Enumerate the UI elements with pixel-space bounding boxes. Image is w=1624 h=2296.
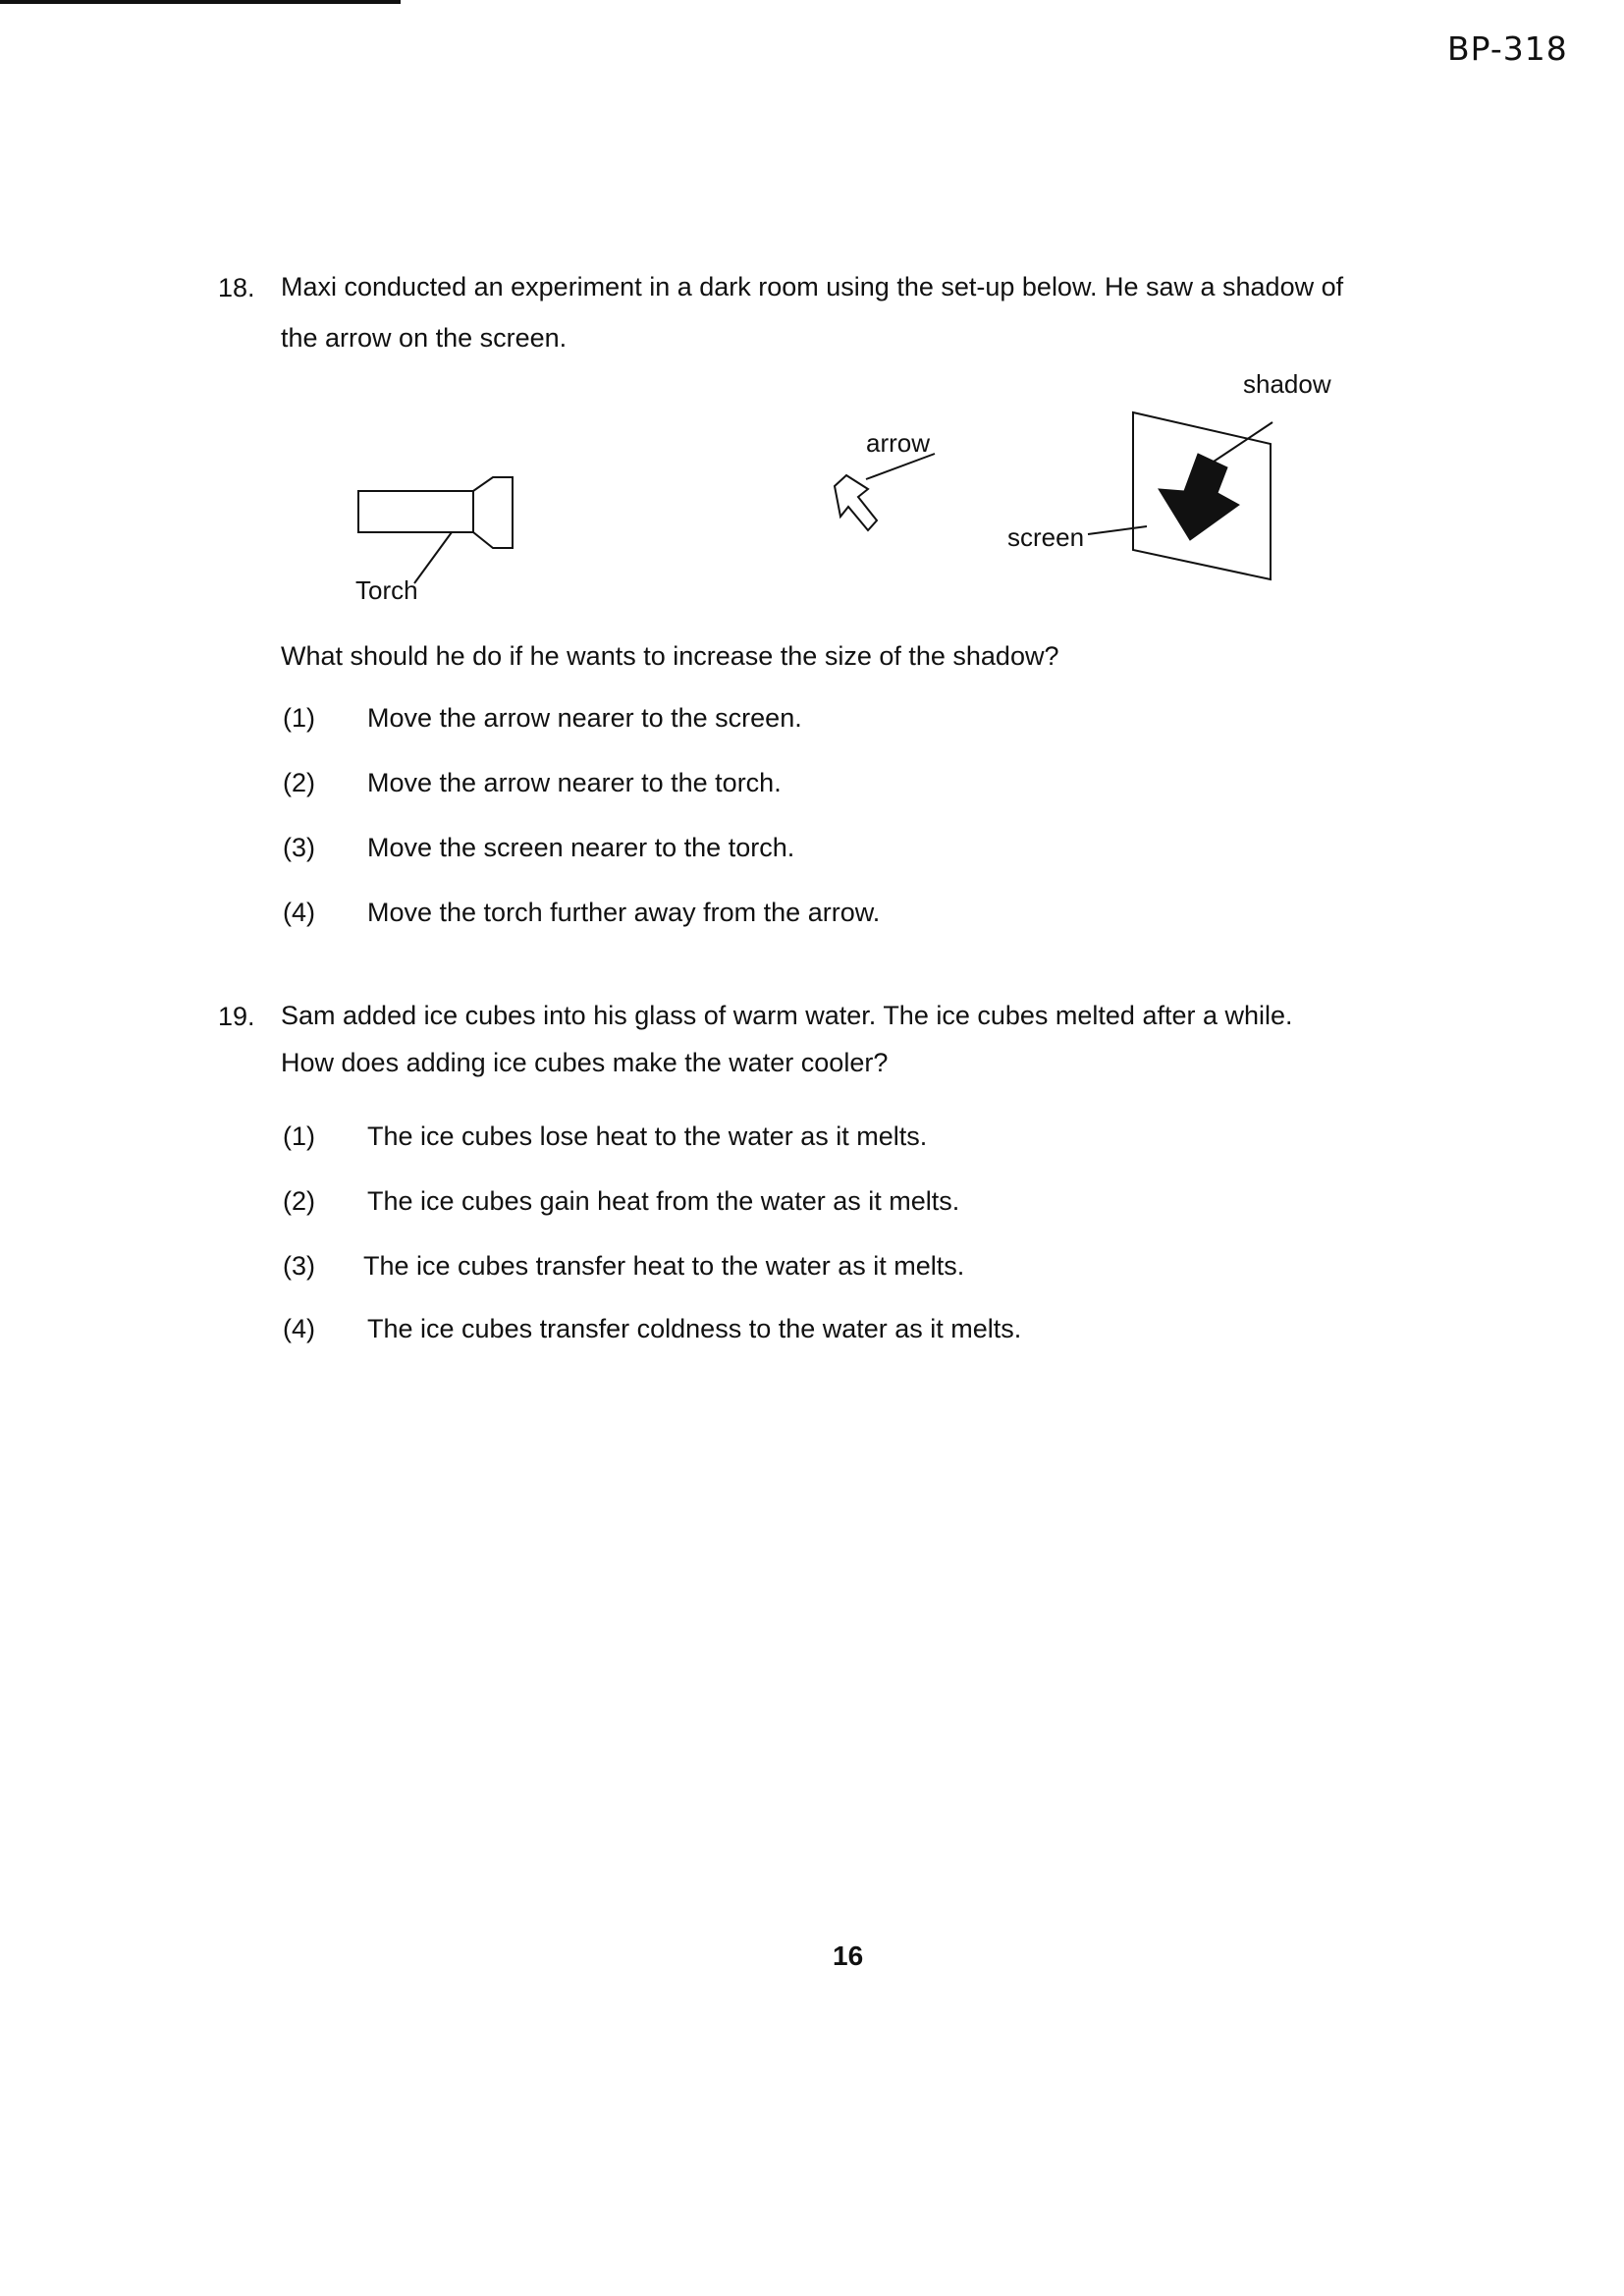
- question-text-line2: How does adding ice cubes make the water cooler?: [281, 1048, 889, 1077]
- question-prompt: What should he do if he wants to increase the size of the shadow?: [281, 641, 1059, 671]
- screen-pointer-line: [1088, 526, 1147, 534]
- question-text-line1: Maxi conducted an experiment in a dark room using the set-up below. He saw a shadow of: [281, 272, 1344, 301]
- torch-figure: [358, 477, 513, 583]
- paper-code: BP-318: [1447, 29, 1568, 68]
- question-number: 18.: [218, 273, 255, 302]
- option-text: The ice cubes transfer heat to the water as it melts.: [363, 1251, 965, 1281]
- option-number: (3): [283, 1251, 315, 1281]
- option-text: Move the arrow nearer to the screen.: [367, 703, 802, 733]
- option-text: The ice cubes lose heat to the water as it melts.: [367, 1121, 928, 1151]
- shadow-arrow: [1159, 454, 1239, 540]
- question-text-line2: the arrow on the screen.: [281, 323, 568, 353]
- option-text: Move the torch further away from the arrow.: [367, 898, 881, 927]
- question-number: 19.: [218, 1002, 255, 1031]
- page-number: 16: [833, 1941, 864, 1971]
- arrow-label: arrow: [866, 428, 931, 458]
- option-text: Move the arrow nearer to the torch.: [367, 768, 782, 797]
- screen-label: screen: [1007, 522, 1085, 552]
- torch-label: Torch: [355, 575, 418, 605]
- option-number: (4): [283, 1314, 315, 1343]
- shadow-pointer-line: [1208, 422, 1272, 465]
- question-text-line1: Sam added ice cubes into his glass of warm water. The ice cubes melted after a while.: [281, 1001, 1293, 1030]
- arrow-object: [835, 454, 935, 530]
- option-text: The ice cubes gain heat from the water as it melts.: [367, 1186, 960, 1216]
- option-text: The ice cubes transfer coldness to the water as it melts.: [367, 1314, 1022, 1343]
- shadow-label: shadow: [1243, 369, 1331, 399]
- shadow-experiment-diagram: [0, 0, 1624, 687]
- option-number: (1): [283, 1121, 315, 1151]
- torch-pointer-line: [414, 532, 452, 583]
- option-number: (1): [283, 703, 315, 733]
- option-number: (3): [283, 833, 315, 862]
- option-text: Move the screen nearer to the torch.: [367, 833, 795, 862]
- option-number: (4): [283, 898, 315, 927]
- option-number: (2): [283, 768, 315, 797]
- option-number: (2): [283, 1186, 315, 1216]
